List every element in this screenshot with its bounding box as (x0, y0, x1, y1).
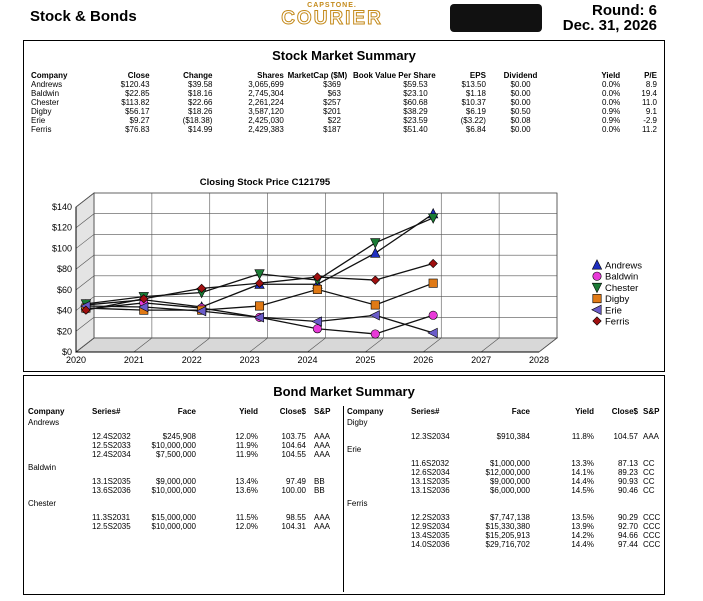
x-tick-label: 2028 (528, 355, 550, 365)
stock-cell: Ferris (31, 125, 52, 134)
bond-cell: 87.13 (617, 459, 638, 468)
stock-cell: 19.4 (641, 89, 657, 98)
bond-cell: 14.4% (571, 540, 594, 549)
stock-cell: $6.19 (465, 107, 486, 116)
bond-cell: CCC (643, 531, 661, 540)
stock-cell: 0.9% (601, 107, 621, 116)
stock-cell: $10.37 (461, 98, 486, 107)
redacted-block (450, 4, 542, 32)
stock-cell: $0.00 (510, 80, 531, 89)
bond-row (28, 441, 340, 450)
stock-cell: $120.43 (120, 80, 150, 89)
bond-cell: $15,000,000 (151, 513, 196, 522)
bond-cell: $10,000,000 (151, 441, 196, 450)
bond-cell: 13.6S2036 (92, 486, 131, 495)
stock-cell: $22.66 (188, 98, 213, 107)
legend-label: Baldwin (605, 271, 639, 283)
bond-cell: 97.44 (617, 540, 638, 549)
bond-cell: 12.5S2035 (92, 522, 131, 531)
stock-row-baldwin (31, 89, 657, 98)
legend-marker-andrews (592, 260, 601, 269)
bond-company-name: Digby (347, 418, 368, 427)
y-tick-label: $60 (56, 284, 72, 295)
stock-cell: $0.00 (510, 98, 531, 107)
stock-cell: 2,429,383 (248, 125, 284, 134)
bond-cell: 12.4S2032 (92, 432, 131, 441)
bond-cell: CC (643, 459, 655, 468)
stock-cell: $9.27 (129, 116, 150, 125)
bond-col-header: Yield (575, 407, 594, 416)
col-change: Change (183, 71, 213, 80)
bond-group-ferris (347, 499, 660, 553)
stock-cell: Digby (31, 107, 52, 116)
stock-cell: $56.17 (125, 107, 150, 116)
bond-cell: 89.23 (617, 468, 638, 477)
bond-cell: $15,205,913 (485, 531, 530, 540)
stock-row-erie (31, 116, 657, 125)
bond-cell: 104.55 (281, 450, 306, 459)
data-point-digby (371, 301, 379, 309)
courier-logo (272, 2, 392, 32)
stock-cell: $39.58 (188, 80, 213, 89)
bond-cell: 12.9S2034 (411, 522, 450, 531)
bond-row (347, 522, 660, 531)
bond-cell: 14.2% (571, 531, 594, 540)
stock-cell: $369 (323, 80, 341, 89)
page-header (0, 0, 703, 38)
bond-cell: CC (643, 468, 655, 477)
bond-company-name: Erie (347, 445, 362, 454)
bond-row (347, 486, 660, 495)
bond-cell: BB (314, 486, 325, 495)
chart-title: Closing Stock Price C121795 (199, 177, 331, 188)
bond-cell: CC (643, 477, 655, 486)
legend-label: Ferris (605, 316, 630, 328)
stock-cell: 2,261,224 (248, 98, 284, 107)
x-tick-label: 2023 (239, 355, 260, 365)
stock-cell: $23.59 (403, 116, 428, 125)
stock-cell: 11.0 (642, 98, 657, 107)
stock-cell: 2,745,304 (248, 89, 284, 98)
bond-group-andrews (28, 418, 340, 463)
legend-label: Erie (605, 305, 622, 317)
bond-cell: 14.0S2036 (411, 540, 450, 549)
stock-cell: ($18.38) (182, 116, 213, 125)
bond-cell: 14.5% (571, 486, 594, 495)
page-title: Stock & Bonds (30, 8, 137, 25)
bond-cell: 90.29 (617, 513, 638, 522)
stock-row-ferris (31, 125, 657, 134)
bond-col-header: S&P (314, 407, 331, 416)
y-tick-label: $100 (51, 243, 72, 254)
legend-label: Digby (605, 294, 630, 306)
closing-price-chart (24, 169, 664, 371)
bond-cell: AAA (643, 432, 660, 441)
stock-cell: $0.00 (510, 125, 531, 134)
bond-cell: AAA (314, 450, 331, 459)
y-tick-label: $40 (56, 305, 72, 316)
stock-cell: $51.40 (403, 125, 428, 134)
stock-cell: $18.16 (188, 89, 213, 98)
bond-cell: $10,000,000 (151, 522, 196, 531)
col-marketcap: MarketCap ($M) (287, 71, 348, 80)
col-yield: Yield (601, 71, 621, 80)
bond-header-row (347, 407, 660, 418)
bond-cell: 13.1S2036 (411, 486, 450, 495)
x-tick-label: 2024 (297, 355, 318, 365)
stock-row-andrews (31, 80, 657, 89)
bond-cell: AAA (314, 513, 331, 522)
stock-cell: 0.9% (601, 116, 621, 125)
bond-company-name: Chester (28, 499, 57, 508)
bond-cell: 11.6S2032 (411, 459, 450, 468)
bond-col-header: Series# (411, 407, 440, 416)
bond-cell: 104.64 (281, 441, 306, 450)
bond-cell: 12.4S2034 (92, 450, 131, 459)
stock-table (31, 71, 657, 134)
logo-small-text: CAPSTONE. (307, 2, 357, 9)
bond-cell: 14.4% (571, 477, 594, 486)
col-company: Company (31, 71, 68, 80)
bond-cell: AAA (314, 522, 331, 531)
bond-cell: $910,384 (496, 432, 530, 441)
bond-cell: 104.31 (281, 522, 306, 531)
stock-cell: $76.83 (125, 125, 150, 134)
bond-company-name: Baldwin (28, 463, 57, 472)
bond-cell: $7,500,000 (155, 450, 196, 459)
bond-cell: AAA (314, 432, 331, 441)
bond-row (28, 522, 340, 531)
bond-cell: 12.0% (235, 432, 258, 441)
bond-cell: $15,330,380 (485, 522, 530, 531)
legend-label: Andrews (605, 260, 642, 272)
stock-cell: Erie (31, 116, 46, 125)
bond-row (347, 459, 660, 468)
legend-marker-digby (593, 294, 601, 302)
bond-row (347, 531, 660, 540)
stock-cell: 3,587,120 (248, 107, 284, 116)
stock-cell: 9.1 (645, 107, 657, 116)
data-point-baldwin (429, 311, 437, 319)
bond-right-half (347, 407, 660, 553)
stock-cell: $0.00 (510, 89, 531, 98)
bond-company-name: Ferris (347, 499, 368, 508)
y-tick-label: $120 (51, 222, 72, 233)
y-tick-label: $20 (56, 326, 72, 337)
bond-col-header: Company (28, 407, 65, 416)
bond-cell: CCC (643, 540, 661, 549)
stock-cell: 0.0% (601, 125, 621, 134)
bond-row (28, 486, 340, 495)
x-tick-label: 2025 (355, 355, 376, 365)
stock-table-header (31, 71, 657, 80)
legend-marker-baldwin (593, 272, 601, 280)
col-eps: EPS (469, 71, 486, 80)
col-shares: Shares (257, 71, 284, 80)
x-tick-label: 2022 (181, 355, 202, 365)
stock-market-panel (23, 40, 665, 372)
stock-cell: 11.2 (642, 125, 657, 134)
bond-group-baldwin (28, 463, 340, 499)
bond-cell: CCC (643, 522, 661, 531)
stock-cell: 8.9 (645, 80, 657, 89)
bond-cell: 13.6% (235, 486, 258, 495)
bond-cell: 14.1% (571, 468, 594, 477)
stock-cell: $6.84 (465, 125, 486, 134)
y-tick-label: $0 (61, 347, 72, 357)
stock-cell: $23.10 (403, 89, 428, 98)
round-info (540, 3, 657, 33)
bond-col-header: Series# (92, 407, 121, 416)
stock-cell: Baldwin (31, 89, 60, 98)
legend-marker-ferris (593, 317, 601, 325)
bond-divider (343, 406, 344, 592)
round-date: Dec. 31, 2026 (562, 17, 657, 34)
stock-cell: Chester (31, 98, 60, 107)
bond-cell: 13.4% (235, 477, 258, 486)
bond-cell: 12.6S2034 (411, 468, 450, 477)
round-label: Round: 6 (592, 2, 657, 19)
bond-row (28, 513, 340, 522)
col-close: Close (127, 71, 150, 80)
bond-row (347, 468, 660, 477)
col-pe: P/E (644, 71, 657, 80)
bond-cell: 104.57 (613, 432, 638, 441)
bond-cell: 11.8% (571, 432, 594, 441)
stock-cell: $187 (323, 125, 341, 134)
stock-cell: $257 (323, 98, 341, 107)
bond-col-header: Company (347, 407, 384, 416)
y-tick-label: $140 (51, 202, 72, 212)
x-tick-label: 2026 (413, 355, 434, 365)
legend-marker-chester (592, 283, 601, 292)
bond-cell: 11.9% (235, 441, 258, 450)
bond-summary-title: Bond Market Summary (273, 384, 415, 399)
stock-cell: $1.18 (465, 89, 486, 98)
stock-row-chester (31, 98, 657, 107)
bond-col-header: Face (177, 407, 196, 416)
bond-row (28, 432, 340, 441)
bond-col-header: S&P (643, 407, 660, 416)
stock-summary-title: Stock Market Summary (272, 48, 416, 63)
stock-cell: $14.99 (188, 125, 213, 134)
x-tick-label: 2021 (123, 355, 144, 365)
bond-cell: 13.9% (571, 522, 594, 531)
x-tick-label: 2020 (65, 355, 87, 365)
data-point-digby (313, 285, 321, 293)
stock-cell: $13.50 (461, 80, 486, 89)
bond-cell: $9,000,000 (489, 477, 530, 486)
stock-cell: $63 (327, 89, 341, 98)
bond-cell: $7,747,138 (489, 513, 530, 522)
bond-cell: 90.46 (617, 486, 638, 495)
bond-cell: AAA (314, 441, 331, 450)
bond-cell: BB (314, 477, 325, 486)
bond-cell: $12,000,000 (485, 468, 530, 477)
bond-col-header: Close$ (279, 407, 306, 416)
bond-col-header: Close$ (611, 407, 638, 416)
bond-cell: $29,716,702 (485, 540, 530, 549)
y-tick-label: $80 (56, 264, 72, 275)
col-bookvalue: Book Value Per Share (352, 71, 436, 80)
stock-cell: 0.0% (601, 89, 621, 98)
stock-cell: -2.9 (643, 116, 657, 125)
col-dividend: Dividend (503, 71, 538, 80)
stock-cell: $60.68 (403, 98, 428, 107)
bond-cell: 13.1S2035 (92, 477, 131, 486)
bond-cell: $6,000,000 (489, 486, 530, 495)
bond-cell: 13.4S2035 (411, 531, 450, 540)
bond-cell: 13.3% (571, 459, 594, 468)
stock-cell: 0.0% (601, 98, 621, 107)
legend-marker-erie (592, 305, 601, 314)
bond-col-header: Face (511, 407, 530, 416)
stock-row-digby (31, 107, 657, 116)
bond-cell: 103.75 (281, 432, 306, 441)
bond-cell: 12.2S2033 (411, 513, 450, 522)
stock-cell: Andrews (31, 80, 63, 89)
bond-header-row (28, 407, 340, 418)
stock-cell: $18.26 (188, 107, 213, 116)
bond-cell: 11.3S2031 (92, 513, 131, 522)
stock-cell: $22 (327, 116, 341, 125)
stock-cell: $38.29 (403, 107, 428, 116)
bond-company-name: Andrews (28, 418, 60, 427)
bond-cell: 98.55 (285, 513, 306, 522)
bond-cell: $245,908 (162, 432, 196, 441)
stock-cell: 0.0% (601, 80, 621, 89)
stock-cell: $0.08 (510, 116, 531, 125)
bond-cell: 94.66 (617, 531, 638, 540)
bond-group-erie (347, 445, 660, 499)
bond-cell: 97.49 (285, 477, 306, 486)
data-point-digby (429, 279, 437, 287)
bond-cell: 12.3S2034 (411, 432, 450, 441)
bond-cell: 92.70 (617, 522, 638, 531)
bond-cell: 13.1S2035 (411, 477, 450, 486)
bond-cell: 13.5% (571, 513, 594, 522)
data-point-digby (255, 302, 263, 310)
bond-cell: $9,000,000 (155, 477, 196, 486)
bond-group-digby (347, 418, 660, 445)
bond-cell: CC (643, 486, 655, 495)
bond-row (28, 450, 340, 459)
stock-cell: $201 (323, 107, 341, 116)
bond-row (347, 432, 660, 441)
bond-market-panel (23, 375, 665, 595)
bond-cell: 11.5% (235, 513, 258, 522)
bond-cell: 12.0% (235, 522, 258, 531)
bond-cell: $10,000,000 (151, 486, 196, 495)
data-point-baldwin (371, 330, 379, 338)
stock-cell: $22.85 (125, 89, 150, 98)
logo-big-text: COURIER (281, 8, 383, 29)
bond-cell: 90.93 (617, 477, 638, 486)
stock-cell: $0.50 (510, 107, 531, 116)
x-tick-label: 2027 (471, 355, 492, 365)
bond-row (347, 540, 660, 549)
bond-cell: 100.00 (281, 486, 306, 495)
stock-cell: 2,425,030 (248, 116, 284, 125)
bond-row (347, 477, 660, 486)
stock-cell: ($3.22) (460, 116, 486, 125)
bond-group-chester (28, 499, 340, 535)
stock-cell: 3,065,699 (248, 80, 284, 89)
bond-row (347, 513, 660, 522)
stock-cell: $113.82 (121, 98, 150, 107)
chart-side-wall (76, 193, 94, 352)
bond-cell: $1,000,000 (489, 459, 530, 468)
bond-cell: CCC (643, 513, 661, 522)
legend-label: Chester (605, 282, 639, 294)
bond-cell: 11.9% (235, 450, 258, 459)
bond-col-header: Yield (239, 407, 258, 416)
bond-row (28, 477, 340, 486)
bond-left-half (28, 407, 340, 535)
stock-cell: $59.53 (403, 80, 428, 89)
bond-cell: 12.5S2033 (92, 441, 131, 450)
